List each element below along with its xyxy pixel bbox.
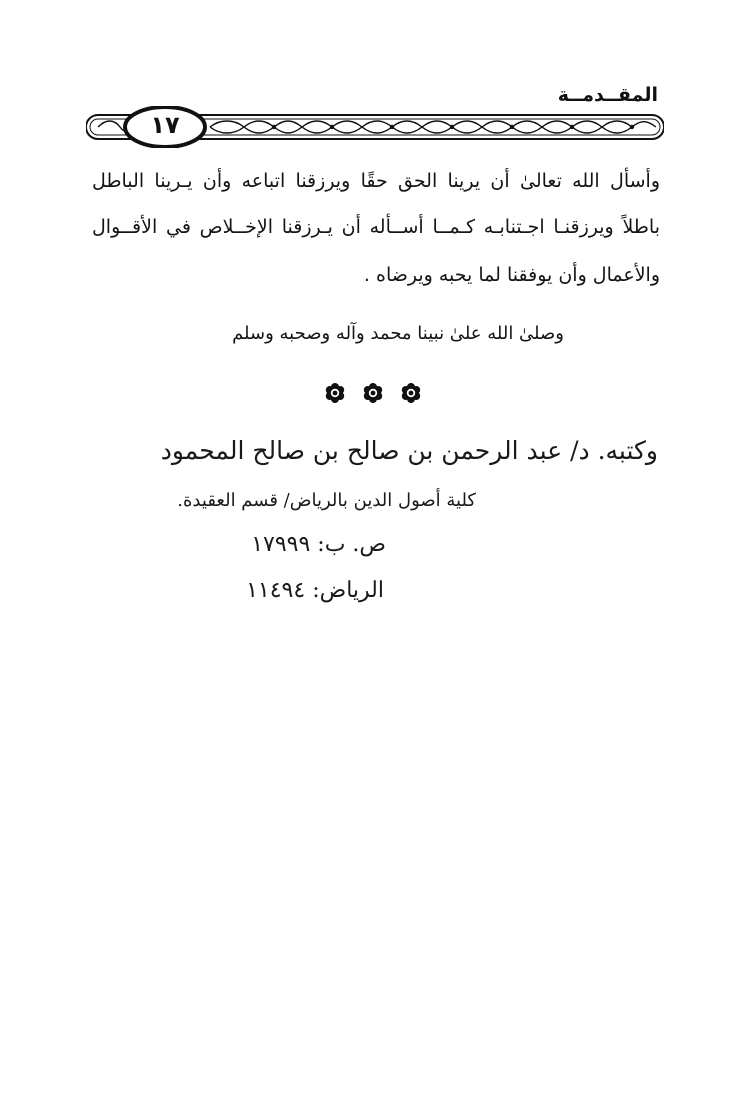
signature-po-box: ص. ب: ١٧٩٩٩ [251,532,386,557]
body-line-1: وأسأل الله تعالىٰ أن يرينا الحق حقًا ويرزقنا اتباعه وأن يـرينا الباطل [92,170,660,192]
signature-author: وكتبه. د/ عبد الرحمن بن صالح بن صالح المحمود [160,436,658,465]
separator-flowers [318,378,428,408]
flower-icon [402,383,420,403]
signature-city: الرياض: ١١٤٩٤ [246,578,384,603]
body-line-3: والأعمال وأن يوفقنا لما يحبه ويرضاه . [363,264,660,286]
flower-icon [326,383,344,403]
flower-icon [364,383,382,403]
salawat-line: وصلىٰ الله علىٰ نبينا محمد وآله وصحبه وسلم [232,323,564,344]
body-line-2: باطلاً ويرزقنـا اجـتنابـه كـمــا أســأله أن يـرزقنا الإخــلاص في الأقــوال [92,216,660,238]
page-number: ١٧ [150,111,180,139]
chapter-title: المقــدمــة [557,84,658,106]
signature-college: كلية أصول الدين بالرياض/ قسم العقيدة. [177,490,476,511]
